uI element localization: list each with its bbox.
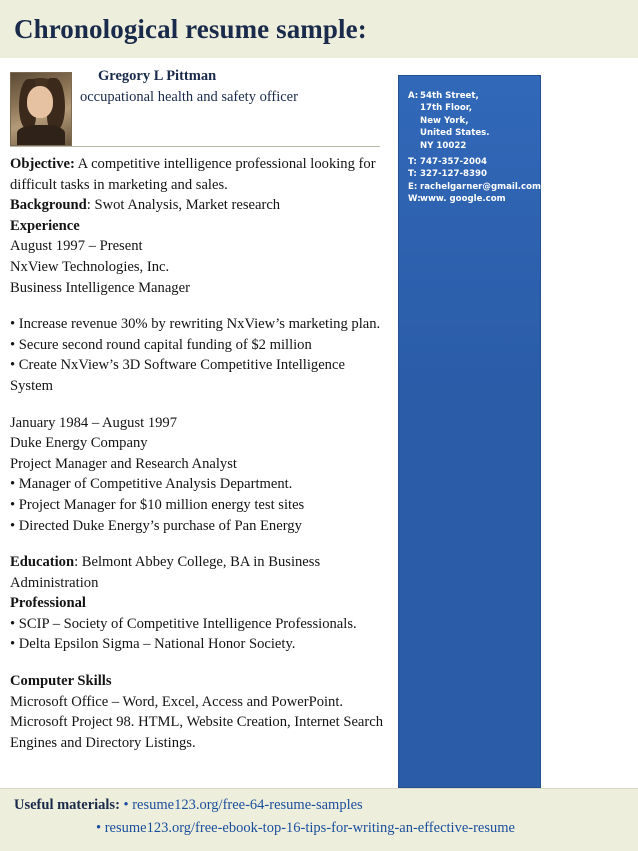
spacer xyxy=(10,397,388,413)
page-title: Chronological resume sample: xyxy=(14,13,367,44)
job1-dates: August 1997 – Present xyxy=(10,238,143,255)
contact-website-row[interactable] xyxy=(408,193,538,205)
resume-body xyxy=(0,58,638,788)
address-line: New York, xyxy=(420,115,469,126)
footer-link-2[interactable]: • resume123.org/free-ebook-top-16-tips-for-writing-an-effective-resume xyxy=(96,820,515,836)
contact-address-row xyxy=(408,90,538,152)
education-block xyxy=(10,552,388,593)
telephone2-value: 327-127-8390 xyxy=(420,169,487,180)
contact-telephone-row xyxy=(408,156,538,168)
computer-skills-line: Microsoft Project 98. HTML, Website Creation, Internet Search Engines and Directory Listings. xyxy=(10,714,384,751)
job2-role: Project Manager and Research Analyst xyxy=(10,455,237,472)
address-line: United States. xyxy=(420,128,490,139)
job1-bullet: • Secure second round capital funding of $2 million xyxy=(10,336,312,353)
objective-text: A competitive intelligence professional looking for difficult tasks in marketing and sales. xyxy=(10,156,376,193)
telephone-key: T: xyxy=(408,157,417,168)
applicant-job-title: occupational health and safety officer xyxy=(80,89,298,105)
photo-shoulders xyxy=(17,125,65,145)
job1-company: NxView Technologies, Inc. xyxy=(10,258,170,275)
website-value[interactable]: www. google.com xyxy=(420,194,506,205)
address-key: A: xyxy=(408,91,419,101)
education-text: : Belmont Abbey College, BA in Business Administration xyxy=(10,554,321,591)
contact-panel xyxy=(398,75,541,788)
objective-block xyxy=(10,154,388,195)
address-value xyxy=(420,90,538,152)
telephone-value: 747-357-2004 xyxy=(420,157,487,168)
professional-bullet: • Delta Epsilon Sigma – National Honor Society. xyxy=(10,636,296,653)
job2-bullet: • Manager of Competitive Analysis Department. xyxy=(10,476,293,493)
telephone2-key: T: xyxy=(408,169,417,180)
job1-role: Business Intelligence Manager xyxy=(10,279,190,296)
computer-skills-line: Microsoft Office – Word, Excel, Access and PowerPoint. xyxy=(10,693,344,710)
spacer xyxy=(10,298,388,314)
background-label: Background xyxy=(10,197,87,214)
page-header xyxy=(0,0,638,58)
professional-heading: Professional xyxy=(10,595,86,612)
spacer xyxy=(10,655,388,671)
footer-primary-line xyxy=(14,797,363,814)
header-divider xyxy=(10,146,380,147)
job1-bullet: • Create NxView’s 3D Software Competitive Intelligence System xyxy=(10,357,345,394)
website-key: W: xyxy=(408,194,421,205)
job2-company: Duke Energy Company xyxy=(10,435,148,452)
background-block xyxy=(10,195,388,216)
address-line: NY 10022 xyxy=(420,140,467,151)
email-value[interactable]: rachelgarner@gmail.com xyxy=(420,181,542,192)
job2-bullet: • Project Manager for $10 million energy test sites xyxy=(10,496,305,513)
experience-heading: Experience xyxy=(10,217,80,234)
job2-bullet: • Directed Duke Energy’s purchase of Pan Energy xyxy=(10,517,302,534)
job2-dates: January 1984 – August 1997 xyxy=(10,414,178,431)
footer-label: Useful materials: xyxy=(14,797,120,813)
professional-bullet: • SCIP – Society of Competitive Intelligence Professionals. xyxy=(10,615,357,632)
objective-label: Objective: xyxy=(10,156,75,172)
applicant-photo xyxy=(10,72,72,146)
spacer xyxy=(10,536,388,552)
education-label: Education xyxy=(10,554,75,571)
footer-link-1[interactable]: • resume123.org/free-64-resume-samples xyxy=(123,797,363,813)
email-key: E: xyxy=(408,181,418,192)
photo-face xyxy=(27,86,53,118)
contact-telephone2-row xyxy=(408,168,538,180)
contact-email-row[interactable] xyxy=(408,181,542,193)
applicant-name: Gregory L Pittman xyxy=(98,68,217,84)
computer-skills-heading: Computer Skills xyxy=(10,673,112,690)
background-text: : Swot Analysis, Market research xyxy=(86,197,281,214)
page-footer xyxy=(0,788,638,851)
resume-main-column xyxy=(10,154,388,753)
job1-bullet: • Increase revenue 30% by rewriting NxView’s marketing plan. xyxy=(10,316,381,333)
address-line: 54th Street, xyxy=(420,91,479,101)
address-line: 17th Floor, xyxy=(420,103,473,114)
contact-list xyxy=(408,90,542,206)
